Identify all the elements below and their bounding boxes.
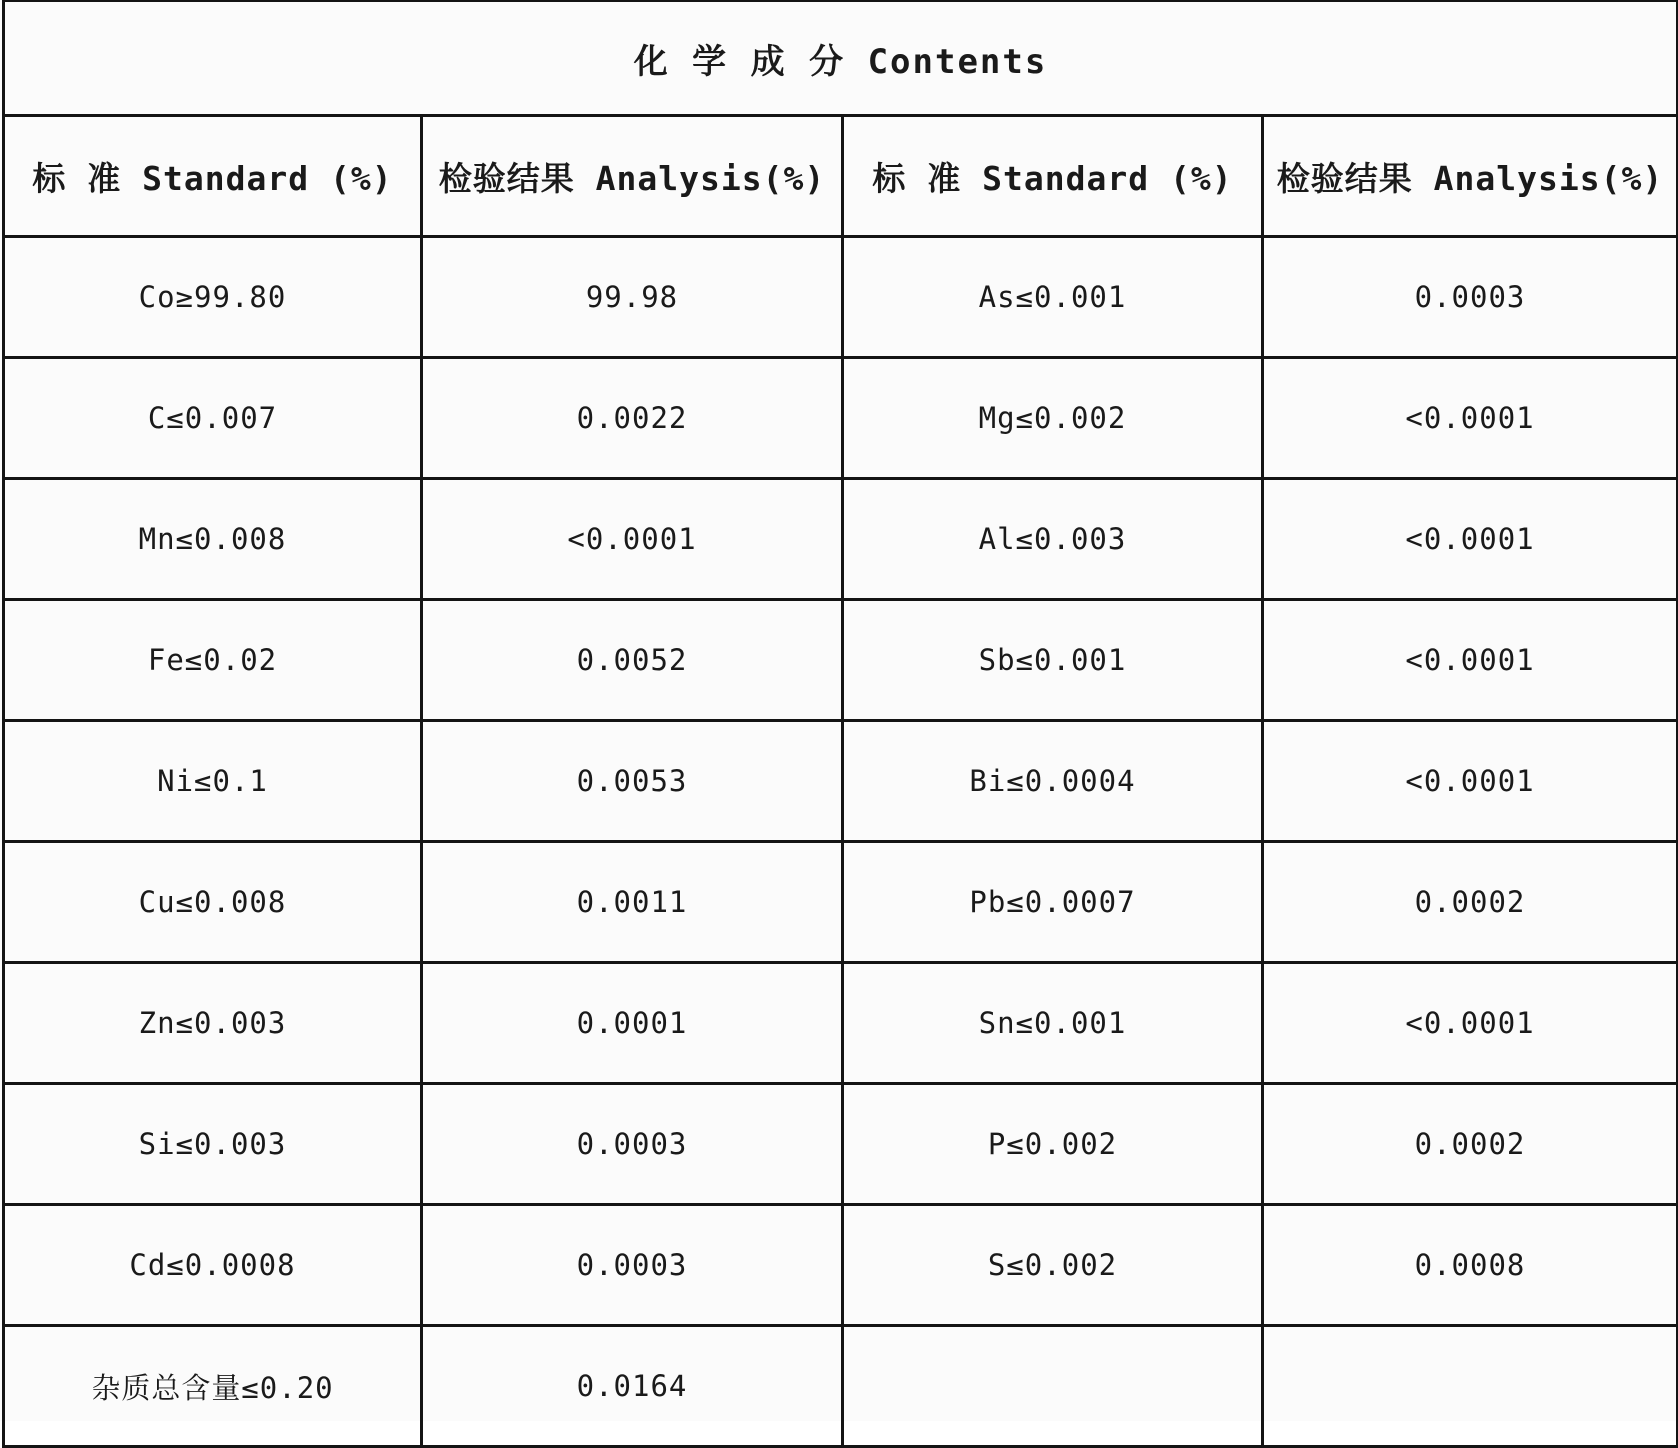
analysis-left-cell: 0.0003 bbox=[422, 1084, 843, 1205]
header-row bbox=[4, 116, 1678, 237]
analysis-left-cell: 0.0011 bbox=[422, 842, 843, 963]
standard-left-cell: Si≤0.003 bbox=[4, 1084, 422, 1205]
analysis-right-cell: 0.0002 bbox=[1263, 842, 1678, 963]
standard-left-cell: Fe≤0.02 bbox=[4, 600, 422, 721]
chemical-contents-table bbox=[2, 0, 1678, 1448]
analysis-right-cell: 0.0003 bbox=[1263, 237, 1678, 358]
standard-right-cell: Sn≤0.001 bbox=[843, 963, 1263, 1084]
standard-left-cell: Zn≤0.003 bbox=[4, 963, 422, 1084]
header-standard-right: 标 准 Standard (%) bbox=[843, 116, 1263, 237]
table-row bbox=[4, 600, 1678, 721]
title-row bbox=[4, 1, 1678, 116]
analysis-left-cell: 0.0022 bbox=[422, 358, 843, 479]
standard-left-cell: Co≥99.80 bbox=[4, 237, 422, 358]
standard-right-cell: Pb≤0.0007 bbox=[843, 842, 1263, 963]
standard-right-cell: Mg≤0.002 bbox=[843, 358, 1263, 479]
table-row bbox=[4, 1205, 1678, 1326]
standard-right-cell: P≤0.002 bbox=[843, 1084, 1263, 1205]
standard-right-cell: Bi≤0.0004 bbox=[843, 721, 1263, 842]
analysis-right-cell: <0.0001 bbox=[1263, 963, 1678, 1084]
analysis-right-cell: <0.0001 bbox=[1263, 600, 1678, 721]
standard-right-cell: S≤0.002 bbox=[843, 1205, 1263, 1326]
analysis-left-cell: <0.0001 bbox=[422, 479, 843, 600]
analysis-left-cell: 0.0053 bbox=[422, 721, 843, 842]
analysis-right-cell: <0.0001 bbox=[1263, 358, 1678, 479]
analysis-left-cell: 99.98 bbox=[422, 237, 843, 358]
table-row bbox=[4, 842, 1678, 963]
header-analysis-left: 检验结果 Analysis(%) bbox=[422, 116, 843, 237]
table-row bbox=[4, 963, 1678, 1084]
table-row bbox=[4, 1084, 1678, 1205]
analysis-right-cell: 0.0002 bbox=[1263, 1084, 1678, 1205]
table-title: 化 学 成 分 Contents bbox=[4, 1, 1678, 116]
table-row bbox=[4, 1326, 1678, 1447]
table-row bbox=[4, 237, 1678, 358]
analysis-left-cell: 0.0001 bbox=[422, 963, 843, 1084]
header-analysis-right: 检验结果 Analysis(%) bbox=[1263, 116, 1678, 237]
standard-right-cell: Al≤0.003 bbox=[843, 479, 1263, 600]
standard-right-cell: As≤0.001 bbox=[843, 237, 1263, 358]
standard-left-cell: Cu≤0.008 bbox=[4, 842, 422, 963]
standard-right-cell: Sb≤0.001 bbox=[843, 600, 1263, 721]
table-row bbox=[4, 721, 1678, 842]
analysis-right-cell: 0.0008 bbox=[1263, 1205, 1678, 1326]
standard-right-cell bbox=[843, 1326, 1263, 1447]
analysis-right-cell bbox=[1263, 1326, 1678, 1447]
analysis-left-cell: 0.0164 bbox=[422, 1326, 843, 1447]
standard-left-cell: Cd≤0.0008 bbox=[4, 1205, 422, 1326]
standard-left-cell: Mn≤0.008 bbox=[4, 479, 422, 600]
analysis-right-cell: <0.0001 bbox=[1263, 479, 1678, 600]
analysis-right-cell: <0.0001 bbox=[1263, 721, 1678, 842]
table-row bbox=[4, 479, 1678, 600]
standard-left-cell: Ni≤0.1 bbox=[4, 721, 422, 842]
standard-left-cell: 杂质总含量≤0.20 bbox=[4, 1326, 422, 1447]
header-standard-left: 标 准 Standard (%) bbox=[4, 116, 422, 237]
analysis-left-cell: 0.0052 bbox=[422, 600, 843, 721]
analysis-left-cell: 0.0003 bbox=[422, 1205, 843, 1326]
standard-left-cell: C≤0.007 bbox=[4, 358, 422, 479]
table-row bbox=[4, 358, 1678, 479]
